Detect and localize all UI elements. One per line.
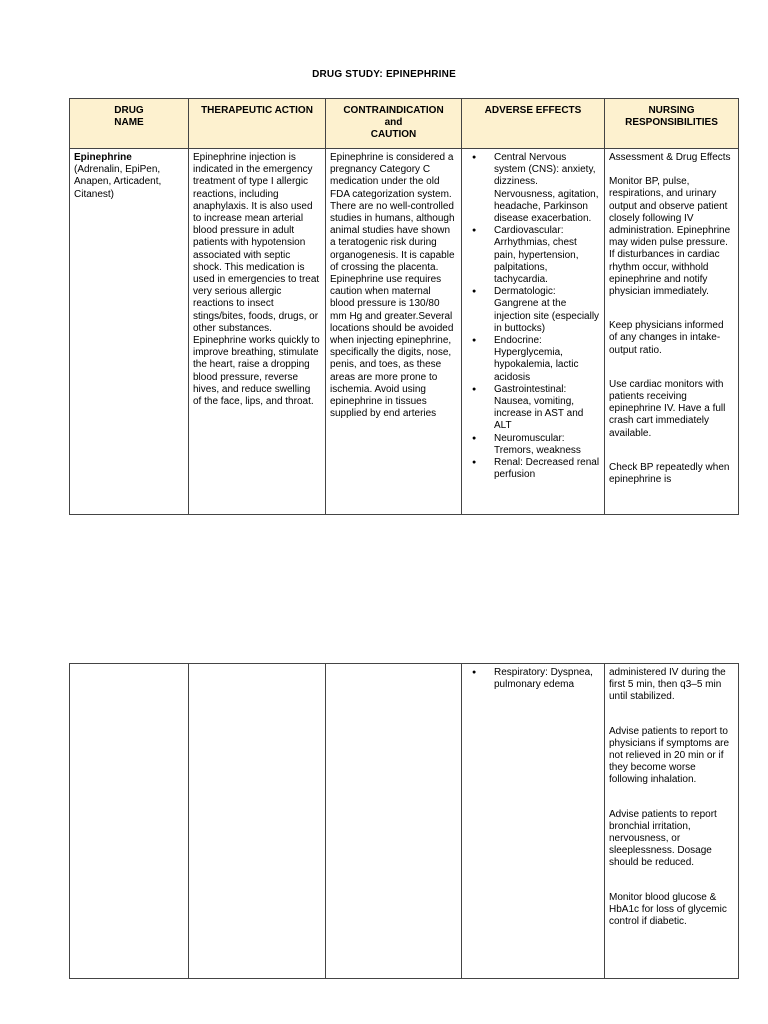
header-adverse-effects: ADVERSE EFFECTS	[462, 99, 605, 149]
list-item: ● Neuromuscular: Tremors, weakness	[494, 433, 600, 457]
cell-adverse-effects	[462, 664, 605, 979]
list-item: ● Endocrine: Hyperglycemia, hypokalemia, lactic acidosis	[494, 335, 600, 384]
nursing-paragraph: Advise patients to report bronchial irritation, nervousness, or sleeplessness. Dosage should be reduced.	[609, 808, 717, 869]
table-row	[70, 149, 739, 515]
nursing-paragraph: Check BP repeatedly when epinephrine is	[609, 461, 730, 486]
list-item: ● Dermatologic: Gangrene at the injection site (especially in buttocks)	[494, 286, 600, 335]
drug-brand-names: (Adrenalin, EpiPen, Anapen, Articadent, Citanest)	[74, 164, 162, 200]
nursing-paragraph: Monitor blood glucose & HbA1c for loss of glycemic control if diabetic.	[609, 891, 727, 928]
nursing-paragraph: Advise patients to report to physicians if symptoms are not relieved in 20 min or if they become worse following inhalation.	[609, 725, 730, 786]
list-item: ● Cardiovascular: Arrhythmias, chest pain, hypertension, palpitations, tachycardia.	[494, 225, 600, 286]
list-item: ● Renal: Decreased renal perfusion	[494, 457, 600, 481]
nursing-paragraph: Monitor BP, pulse, respirations, and urinary output and observe patient closely following IV administration. Epinephrine may widen pulse pressure. If disturbances in cardiac rhythm occur, withhold epinephrine and notify physician immediately.	[609, 176, 731, 298]
document-title: DRUG STUDY: EPINEPHRINE	[312, 69, 456, 80]
header-contraindication: CONTRAINDICATION and CAUTION	[326, 99, 462, 149]
table-row	[70, 664, 739, 979]
nursing-paragraph: Assessment & Drug Effects	[609, 152, 731, 163]
nursing-paragraph: administered IV during the first 5 min, then q3–5 min until stabilized.	[609, 667, 726, 703]
nursing-paragraph: Keep physicians informed of any changes in intake-output ratio.	[609, 320, 724, 356]
cell-nursing-responsibilities	[605, 664, 739, 979]
drug-name: Epinephrine	[74, 152, 132, 163]
list-item: ● Gastrointestinal: Nausea, vomiting, increase in AST and ALT	[494, 384, 600, 433]
cell-adverse-effects	[462, 149, 605, 515]
list-item: ● Central Nervous system (CNS): anxiety, dizziness. Nervousness, agitation, headache, Parkinson disease exacerbation.	[494, 152, 600, 225]
nursing-paragraph: Use cardiac monitors with patients receiving epinephrine IV. Have a full crash cart immediately available.	[609, 378, 726, 439]
drug-study-table-page2	[69, 663, 739, 979]
header-nursing-responsibilities: NURSING RESPONSIBILITIES	[605, 99, 739, 149]
drug-study-table-page1	[69, 98, 739, 515]
header-therapeutic-action: THERAPEUTIC ACTION	[189, 99, 326, 149]
cell-drug-name	[70, 149, 189, 515]
cell-nursing-responsibilities	[605, 149, 739, 515]
adverse-effects-list	[466, 152, 600, 481]
cell-drug-name-empty	[70, 664, 189, 979]
cell-therapeutic-action-empty	[189, 664, 326, 979]
list-item: ● Respiratory: Dyspnea, pulmonary edema	[494, 667, 600, 691]
adverse-effects-list	[466, 667, 600, 691]
cell-contraindication: Epinephrine is considered a pregnancy Category C medication under the old FDA categorization system. There are no well-controlled studies in humans, although animal studies have shown a teratogenic risk during organogenesis. It is capable of crossing the placenta. Epinephrine use requires caution when maternal blood pressure is 130/80 mm Hg and greater.Several locations should be avoided when injecting epinephrine, specifically the digits, nose, penis, and toes, as these areas are more prone to ischemia. Avoid using epinephrine in tissues supplied by end arteries	[326, 149, 462, 515]
header-drug-name: DRUG NAME	[70, 99, 189, 149]
cell-therapeutic-action: Epinephrine injection is indicated in the emergency treatment of type I allergic reactions, including anaphylaxis. It is also used to increase mean arterial blood pressure in adult patients with hypotension associated with septic shock. This medication is used in emergencies to treat very serious allergic reactions to insect stings/bites, foods, drugs, or other substances. Epinephrine works quickly to improve breathing, stimulate the heart, raise a dropping blood pressure, reverse hives, and reduce swelling of the face, lips, and throat.	[189, 149, 326, 515]
cell-contraindication-empty	[326, 664, 462, 979]
table-header-row	[70, 99, 739, 149]
